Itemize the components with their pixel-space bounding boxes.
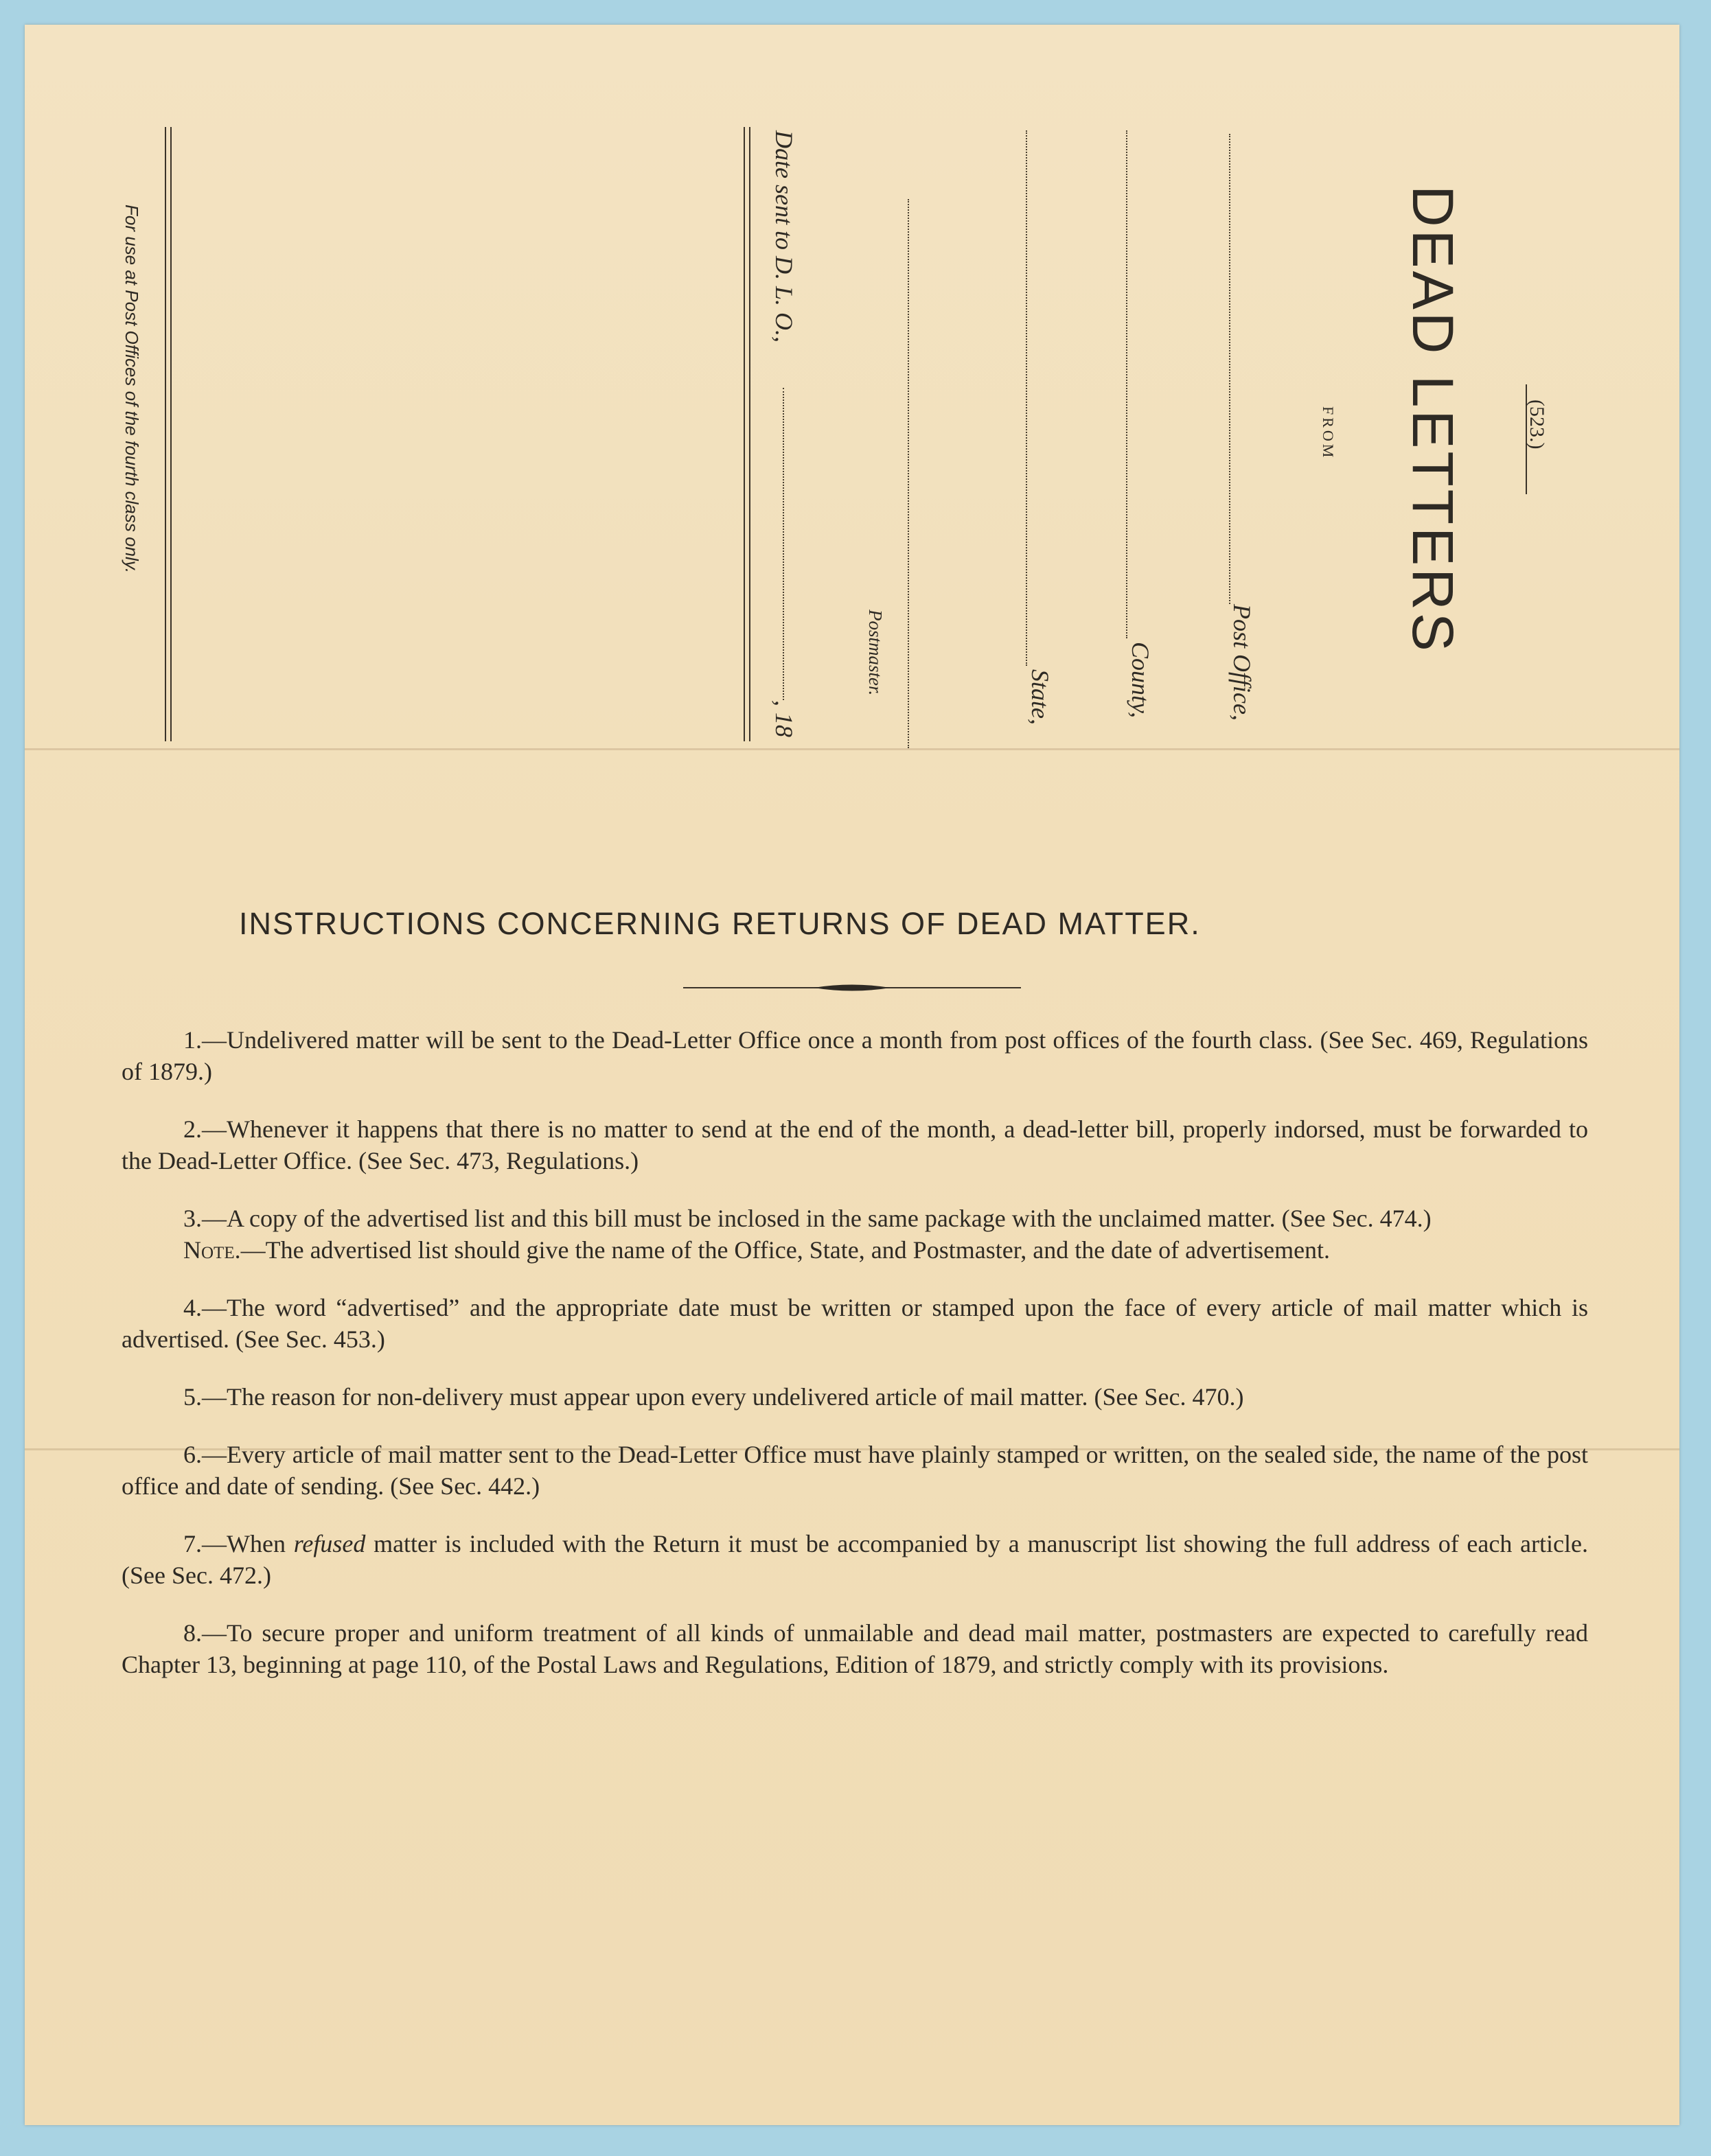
post-office-label: Post Office, (1228, 604, 1256, 721)
instruction-item-2: 2.—Whenever it happens that there is no matter to send at the end of the month, a dead-letter bill, properly indorsed, must be forwarded to the Dead-Letter Office. (See Sec. 473, Regulations.) (122, 1115, 1588, 1174)
panel-rule-left-b (170, 127, 172, 741)
county-line (1126, 130, 1127, 638)
from-label: FROM (1320, 406, 1337, 461)
instruction-item-3: 3.—A copy of the advertised list and this bill must be inclosed in the same package with the unclaimed matter. (See Sec. 474.) (183, 1205, 1432, 1232)
postmaster-label: Postmaster. (865, 610, 886, 696)
panel-rule-right-b (749, 127, 750, 741)
county-label: County, (1127, 642, 1154, 719)
instruction-item-7: 7.—When refused matter is included with the Return it must be accompanied by a manuscript list showing the full address of each article. (See Sec. 472.) (122, 1530, 1588, 1589)
state-label: State, (1026, 669, 1054, 725)
note-label: Note. (183, 1236, 241, 1264)
state-line (1026, 130, 1027, 666)
instruction-item-6: 6.—Every article of mail matter sent to the Dead-Letter Office must have plainly stamped or written, on the sealed side, the name of the post office and date of sending. (See Sec. 442.) (122, 1441, 1588, 1500)
instruction-item-4: 4.—The word “advertised” and the appropriate date must be written or stamped upon the face of every article of mail matter which is advertised. (See Sec. 453.) (122, 1294, 1588, 1353)
usage-note: For use at Post Offices of the fourth class only. (122, 205, 142, 574)
instruction-item-5: 5.—The reason for non-delivery must appear upon every undelivered article of mail matter. (See Sec. 470.) (183, 1383, 1244, 1411)
note-text: —The advertised list should give the name of the Office, State, and Postmaster, and the date of advertisement. (240, 1236, 1331, 1264)
instruction-item-1: 1.—Undelivered matter will be sent to the Dead-Letter Office once a month from post offices of the fourth class. (See Sec. 469, Regulations of 1879.) (122, 1026, 1588, 1085)
date-year-prefix: , 18 (770, 700, 798, 737)
panel-rule-right-a (744, 127, 745, 741)
instructions-heading: INSTRUCTIONS CONCERNING RETURNS OF DEAD MATTER. (239, 906, 1201, 941)
instruction-item-8: 8.—To secure proper and uniform treatment of all kinds of unmailable and dead mail matter, postmasters are expected to carefully read Chapter 13, beginning at page 110, of the Postal Laws and Regulations, Edition of 1879, and strictly comply with its provisions. (122, 1619, 1588, 1678)
date-sent-line (783, 388, 784, 700)
panel-rule-left-a (165, 127, 166, 741)
form-title: DEAD LETTERS (1401, 185, 1465, 654)
fold-crease-top (25, 748, 1679, 750)
post-office-line (1229, 134, 1230, 604)
ornament-rule (683, 983, 1021, 993)
postmaster-line (908, 199, 909, 748)
form-number: (523.) (1526, 399, 1548, 450)
instructions-body (122, 1024, 1588, 1706)
emphasis-refused: refused (293, 1530, 366, 1557)
instruction-note (122, 1234, 1588, 1266)
date-sent-label: Date sent to D. L. O., (770, 130, 798, 343)
